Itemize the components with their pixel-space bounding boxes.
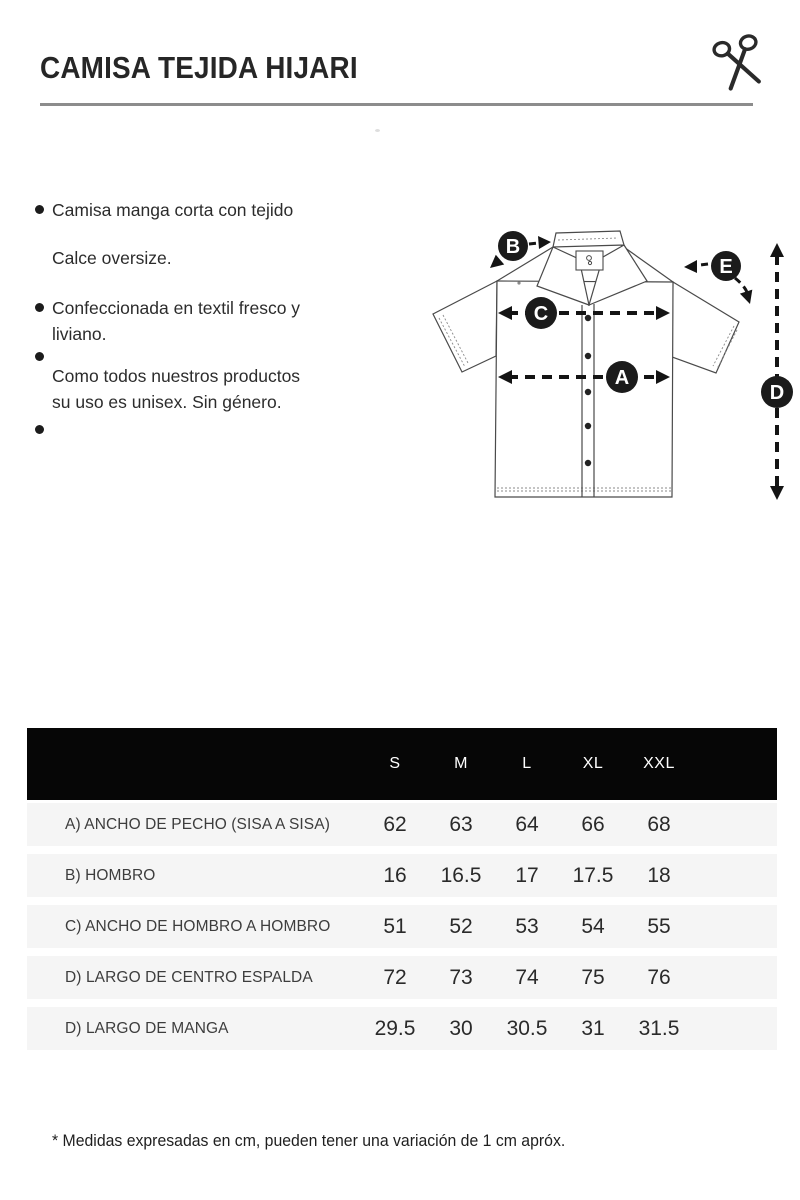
bullet-text: Calce oversize. (52, 248, 172, 268)
page-title: CAMISA TEJIDA HIJARI (40, 50, 358, 85)
bullet-text: liviano. (52, 324, 107, 344)
shirt-right-sleeve (672, 282, 739, 373)
cell-value: 55 (647, 914, 671, 938)
cell-value: 76 (647, 965, 671, 989)
cell-value: 74 (515, 965, 539, 989)
cell-value: 75 (581, 965, 605, 989)
bullet-text: su uso es unisex. Sin género. (52, 392, 282, 412)
cell-value: 16 (383, 863, 407, 887)
measurements-disclaimer: * Medidas expresadas en cm, pueden tener una variación de 1 cm apróx. (52, 1131, 566, 1150)
table-row (27, 803, 777, 846)
speck-artifact (375, 129, 380, 132)
bullet-text: Confeccionada en textil fresco y (52, 298, 301, 318)
row-label: D) LARGO DE MANGA (65, 1019, 229, 1037)
size-table (27, 728, 777, 1050)
row-label: D) LARGO DE CENTRO ESPALDA (65, 968, 313, 986)
cell-value: 63 (449, 812, 473, 836)
bullet-text: Como todos nuestros productos (52, 366, 301, 386)
badge-b-letter: B (505, 236, 521, 258)
cell-value: 52 (449, 914, 473, 938)
table-row (27, 956, 777, 999)
size-col-xl: XL (582, 755, 604, 772)
cell-value: 31.5 (638, 1016, 680, 1040)
badge-d-letter: D (769, 382, 785, 404)
shirt-left-sleeve (433, 281, 497, 372)
measure-arrow-e1 (700, 264, 708, 265)
badge-a-letter: A (614, 367, 630, 389)
cell-value: 62 (383, 812, 407, 836)
cell-value: 73 (449, 965, 473, 989)
bullet-item (52, 295, 352, 347)
size-col-l: L (522, 755, 532, 772)
cell-value: 53 (515, 914, 539, 938)
bullet-item (52, 245, 352, 271)
cell-value: 64 (515, 812, 539, 836)
bullet-text: Camisa manga corta con tejido (52, 200, 294, 220)
cell-value: 18 (647, 863, 671, 887)
cell-value: 16.5 (440, 863, 482, 887)
cell-value: 68 (647, 812, 671, 836)
cell-value: 29.5 (374, 1016, 416, 1040)
bullet-item-empty (52, 344, 352, 356)
table-row (27, 905, 777, 948)
cell-value: 51 (383, 914, 407, 938)
cell-value: 17 (515, 863, 539, 887)
size-col-s: S (389, 755, 401, 772)
badge-e-letter: E (719, 256, 733, 278)
row-label: B) HOMBRO (65, 866, 156, 884)
cell-value: 17.5 (572, 863, 614, 887)
row-label: A) ANCHO DE PECHO (SISA A SISA) (65, 815, 330, 833)
size-col-m: M (454, 755, 468, 772)
cell-value: 72 (383, 965, 407, 989)
row-label: C) ANCHO DE HOMBRO A HOMBRO (65, 917, 331, 935)
cell-value: 30.5 (506, 1016, 548, 1040)
cell-value: 66 (581, 812, 605, 836)
cell-value: 54 (581, 914, 605, 938)
shirt-collar-band (553, 231, 624, 247)
badge-c-letter: C (533, 303, 549, 325)
table-row (27, 1007, 777, 1050)
shirt-measurement-diagram (420, 222, 795, 517)
header-divider (40, 103, 753, 106)
scissors-icon (710, 34, 770, 94)
table-row (27, 854, 777, 897)
cell-value: 30 (449, 1016, 473, 1040)
size-table-header (27, 728, 777, 800)
bullet-item (52, 197, 352, 223)
bullet-item-empty (52, 417, 352, 429)
bullet-item (52, 363, 352, 415)
measure-arrow-b1 (529, 243, 538, 244)
size-col-xxl: XXL (643, 755, 675, 772)
cell-value: 31 (581, 1016, 605, 1040)
